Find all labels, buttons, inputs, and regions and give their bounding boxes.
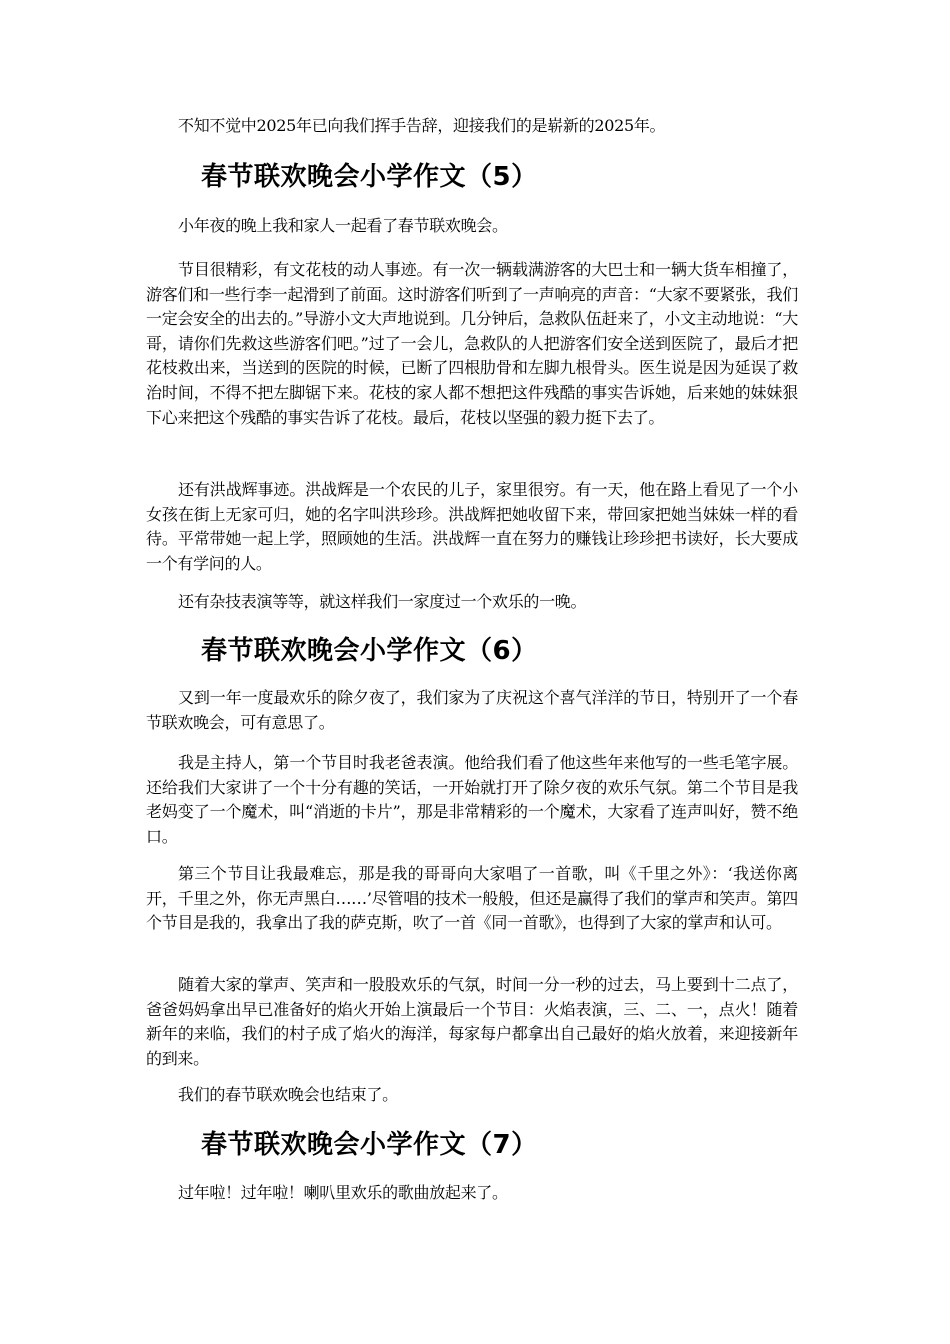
paragraph: 还有杂技表演等等，就这样我们一家度过一个欢乐的一晚。 — [178, 592, 587, 611]
paragraph: 又到一年一度最欢乐的除夕夜了，我们家为了庆祝这个喜气洋洋的节日，特别开了一个春节联欢晚会，可有意思了。 — [146, 688, 798, 732]
paragraph: 过年啦！过年啦！喇叭里欢乐的歌曲放起来了。 — [178, 1183, 508, 1202]
paragraph: 不知不觉中2025年已向我们挥手告辞，迎接我们的是崭新的2025年。 — [178, 116, 666, 135]
paragraph: 随着大家的掌声、笑声和一股股欢乐的气氛，时间一分一秒的过去，马上要到十二点了，爸爸妈妈拿出早已准备好的焰火开始上演最后一个节目：火焰表演，三、二、一，点火！随着新年的来临，我们的村子成了焰火的海洋，每家每户都拿出自己最好的焰火放着，来迎接新年的到来。 — [146, 975, 798, 1068]
paragraph: 我是主持人，第一个节目时我老爸表演。他给我们看了他这些年来他写的一些毛笔字展。还给我们大家讲了一个十分有趣的笑话，一开始就打开了除夕夜的欢乐气氛。第二个节目是我老妈变了一个魔术，叫“消逝的卡片”，那是非常精彩的一个魔术，大家看了连声叫好，赞不绝口。 — [146, 753, 798, 846]
paragraph: 第三个节目让我最难忘，那是我的哥哥向大家唱了一首歌，叫《千里之外》：‘我送你离开，千里之外，你无声黑白……’尽管唱的技术一般般，但还是赢得了我们的掌声和笑声。第四个节目是我的，我拿出了我的萨克斯，吹了一首《同一首歌》，也得到了大家的掌声和认可。 — [146, 864, 798, 933]
paragraph: 我们的春节联欢晚会也结束了。 — [178, 1085, 398, 1104]
section-heading: 春节联欢晚会小学作文（5） — [201, 162, 538, 192]
section-heading: 春节联欢晚会小学作文（6） — [201, 636, 538, 666]
paragraph: 还有洪战辉事迹。洪战辉是一个农民的儿子，家里很穷。有一天，他在路上看见了一个小女孩在街上无家可归，她的名字叫洪珍珍。洪战辉把她收留下来，带回家把她当妹妹一样的看待。平常带她一起上学，照顾她的生活。洪战辉一直在努力的赚钱让珍珍把书读好，长大要成一个有学问的人。 — [146, 480, 798, 573]
section-heading: 春节联欢晚会小学作文（7） — [201, 1130, 538, 1160]
paragraph: 小年夜的晚上我和家人一起看了春节联欢晚会。 — [178, 216, 508, 235]
paragraph: 节目很精彩，有文花枝的动人事迹。有一次一辆载满游客的大巴士和一辆大货车相撞了，游客们和一些行李一起滑到了前面。这时游客们听到了一声响亮的声音：“大家不要紧张，我们一定会安全的出去的。”导游小文大声地说到。几分钟后，急救队伍赶来了，小文主动地说：“大哥，请你们先救这些游客们吧。”过了一会儿，急救队的人把游客们安全送到医院了，最后才把花枝救出来，当送到的医院的时候，已断了四根肋骨和左脚九根骨头。医生说是因为延误了救治时间，不得不把左脚锯下来。花枝的家人都不想把这件残酷的事实告诉她，后来她的妹妹狠下心来把这个残酷的事实告诉了花枝。最后，花枝以坚强的毅力挺下去了。 — [146, 260, 798, 427]
